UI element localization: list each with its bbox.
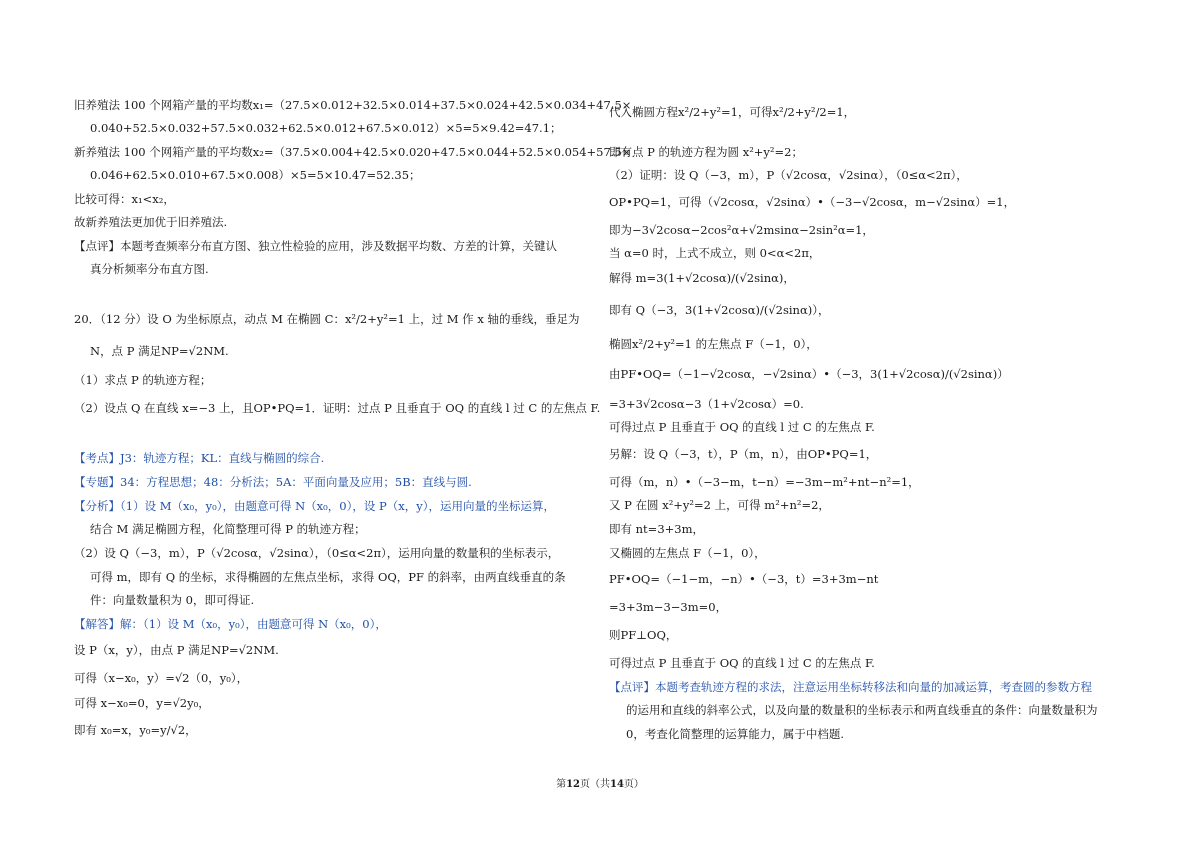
right-line: 解得 m=3(1+√2cosα)/(√2sinα)， xyxy=(609,271,795,285)
footer-suffix: 页） xyxy=(623,779,644,790)
left-line: 比较可得：x₁<x₂， xyxy=(74,192,175,206)
left-line: 可得（x−x₀，y）=√2（0，y₀）， xyxy=(74,671,249,685)
left-line: 0.046+62.5×0.010+67.5×0.008）×5=5×10.47=52.35； xyxy=(90,168,421,182)
right-line: =3+3m−3−3m=0， xyxy=(609,600,728,614)
left-line: 设 P（x，y），由点 P 满足NP=√2NM. xyxy=(74,643,279,657)
knowledge-tag-line: 【考点】J3：轨迹方程；KL：直线与椭圆的综合. xyxy=(74,451,325,465)
right-line: 则PF⊥OQ， xyxy=(609,628,678,642)
right-line: （2）证明：设 Q（−3，m），P（√2cosα，√2sinα），（0≤α<2π）， xyxy=(609,168,968,182)
right-line: 由PF•OQ=（−1−√2cosα，−√2sinα）•（−3，3(1+√2cosα)/(√2sinα)） xyxy=(609,367,1009,381)
right-line: 另解：设 Q（−3，t），P（m，n），由OP•PQ=1， xyxy=(609,447,878,461)
right-line: PF•OQ=（−1−m，−n）•（−3，t）=3+3m−nt xyxy=(609,572,879,586)
right-line: 即有点 P 的轨迹方程为圆 x²+y²=2； xyxy=(609,145,803,159)
left-line: （2）设点 Q 在直线 x=−3 上，且OP•PQ=1．证明：过点 P 且垂直于 OQ 的直线 l 过 C 的左焦点 F. xyxy=(74,401,601,415)
right-line: 又椭圆的左焦点 F（−1，0）， xyxy=(609,546,766,560)
left-line: 旧养殖法 100 个网箱产量的平均数x₁=（27.5×0.012+32.5×0.014+37.5×0.024+42.5×0.034+47.5× xyxy=(74,98,632,112)
left-line: （2）设 Q（−3，m），P（√2cosα，√2sinα），（0≤α<2π），运用向量的数量积的坐标表示， xyxy=(74,546,560,560)
right-line: 可得过点 P 且垂直于 OQ 的直线 l 过 C 的左焦点 F. xyxy=(609,420,875,434)
left-line: 新养殖法 100 个网箱产量的平均数x₂=（37.5×0.004+42.5×0.020+47.5×0.044+52.5×0.054+57.5× xyxy=(74,145,632,159)
left-line: 0.040+52.5×0.032+57.5×0.032+62.5×0.012+67.5×0.012）×5=5×9.42=47.1； xyxy=(90,121,562,135)
right-line: 可得过点 P 且垂直于 OQ 的直线 l 过 C 的左焦点 F. xyxy=(609,656,875,670)
left-line: N，点 P 满足NP=√2NM. xyxy=(90,344,229,358)
left-line: 结合 M 满足椭圆方程，化简整理可得 P 的轨迹方程； xyxy=(90,522,366,536)
right-line: 的运用和直线的斜率公式，以及向量的数量积的坐标表示和两直线垂直的条件：向量数量积为 xyxy=(626,703,1098,717)
left-line: （1）求点 P 的轨迹方程； xyxy=(74,373,212,387)
problem-title: 20．（12 分）设 O 为坐标原点，动点 M 在椭圆 C：x²/2+y²=1 上，过 M 作 x 轴的垂线，垂足为 xyxy=(74,312,580,326)
right-line: 即有 Q（−3，3(1+√2cosα)/(√2sinα)）， xyxy=(609,303,830,317)
right-line: OP•PQ=1，可得（√2cosα，√2sinα）•（−3−√2cosα，m−√2sinα）=1， xyxy=(609,195,1016,209)
footer-mid: 页（共 xyxy=(580,779,610,790)
solution-tag-line: 【解答】解：（1）设 M（x₀，y₀），由题意可得 N（x₀，0）， xyxy=(74,617,387,631)
left-line: 可得 x−x₀=0，y=√2y₀， xyxy=(74,696,210,710)
comment-tag-line: 【点评】本题考查轨迹方程的求法，注意运用坐标转移法和向量的加减运算，考查圆的参数方程 xyxy=(609,680,1092,694)
right-line: 当 α=0 时，上式不成立，则 0<α<2π， xyxy=(609,246,821,260)
footer-prefix: 第 xyxy=(556,779,567,790)
comment-tag-line: 【点评】本题考查频率分布直方图、独立性检验的应用，涉及数据平均数、方差的计算，关键认 xyxy=(74,239,557,253)
right-line: =3+3√2cosα−3（1+√2cosα）=0. xyxy=(609,397,804,411)
page-footer xyxy=(0,775,1200,790)
left-line: 故新养殖法更加优于旧养殖法. xyxy=(74,215,228,229)
right-line: 可得（m，n）•（−3−m，t−n）=−3m−m²+nt−n²=1， xyxy=(609,475,920,489)
left-line: 即有 x₀=x，y₀=y/√2， xyxy=(74,723,197,737)
right-line: 即为−3√2cosα−2cos²α+√2msinα−2sin²α=1， xyxy=(609,223,874,237)
right-line: 椭圆x²/2+y²=1 的左焦点 F（−1，0）， xyxy=(609,337,818,351)
topic-tag-line: 【专题】34：方程思想；48：分析法；5A：平面向量及应用；5B：直线与圆. xyxy=(74,475,472,489)
right-line: 又 P 在圆 x²+y²=2 上，可得 m²+n²=2， xyxy=(609,498,830,512)
right-line: 即有 nt=3+3m， xyxy=(609,522,704,536)
left-line: 可得 m，即有 Q 的坐标，求得椭圆的左焦点坐标，求得 OQ，PF 的斜率，由两直线垂直的条 xyxy=(90,570,566,584)
right-line: 代入椭圆方程x²/2+y²=1，可得x²/2+y²/2=1， xyxy=(609,105,856,119)
analysis-tag-line: 【分析】（1）设 M（x₀，y₀），由题意可得 N（x₀，0），设 P（x，y），运用向量的坐标运算， xyxy=(74,499,555,513)
right-line: 0，考查化简整理的运算能力，属于中档题. xyxy=(626,727,844,741)
page-number: 12 xyxy=(566,779,580,790)
left-line: 真分析频率分布直方图. xyxy=(90,262,209,276)
left-line: 件：向量数量积为 0，即可得证. xyxy=(90,593,255,607)
total-pages: 14 xyxy=(610,779,624,790)
